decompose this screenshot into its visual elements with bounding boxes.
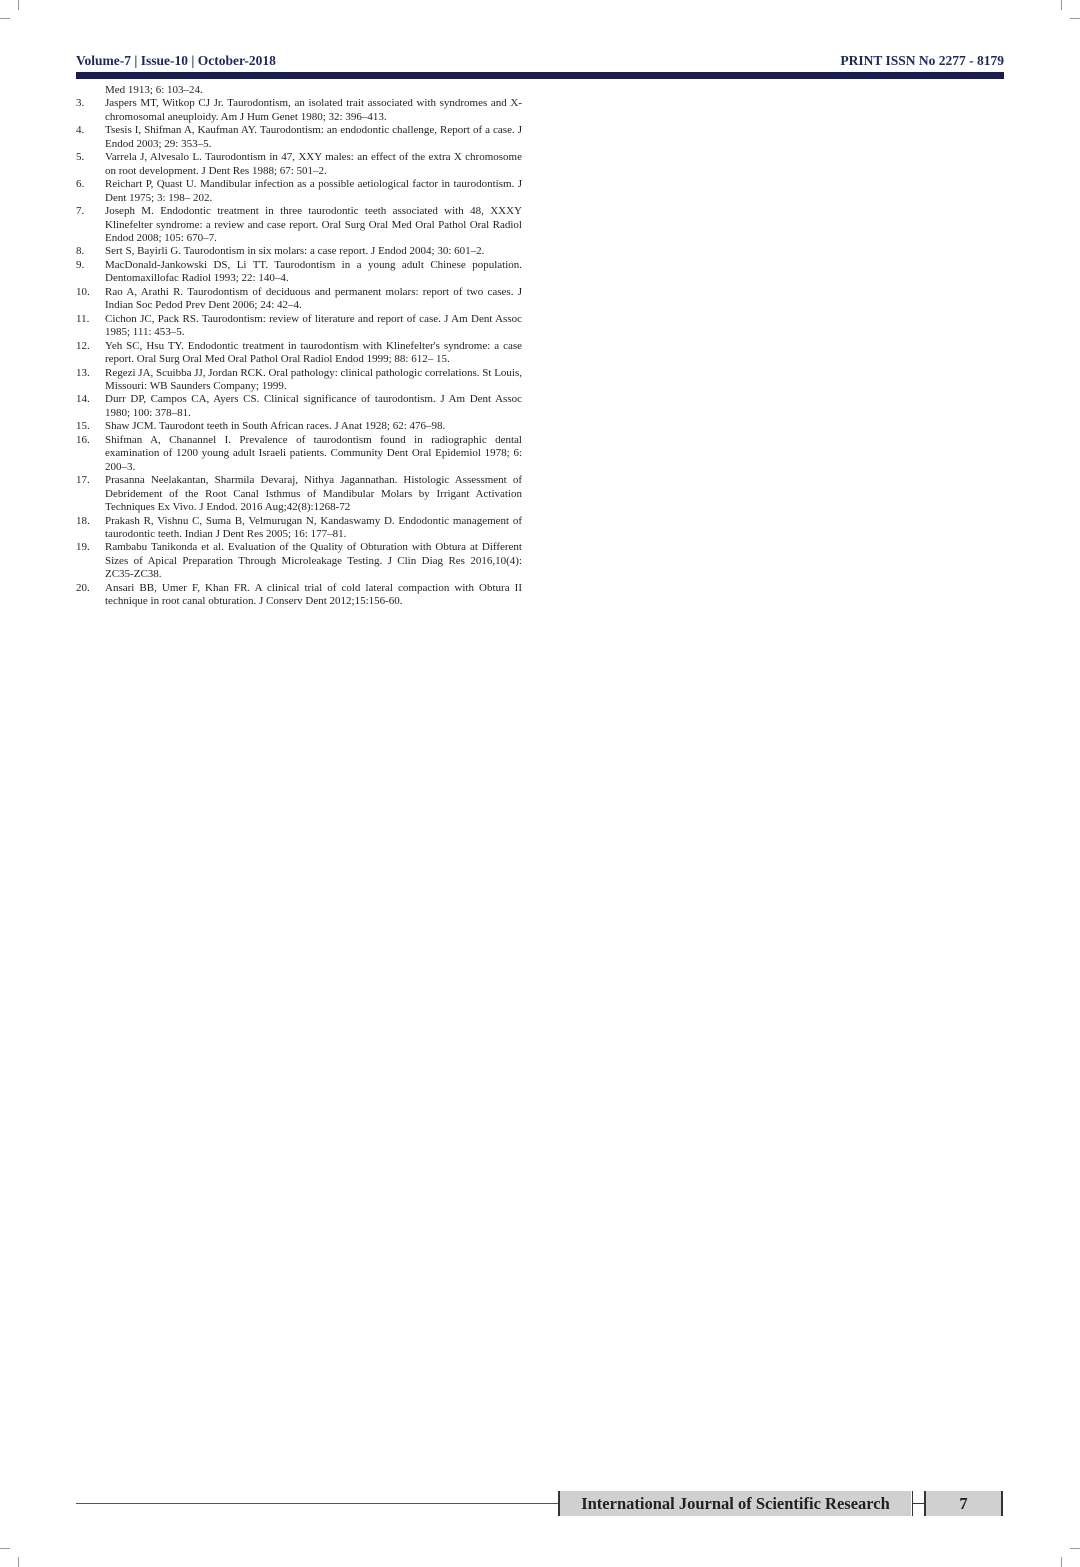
reference-list [76,84,522,609]
crop-mark [0,18,10,19]
reference-text: Rao A, Arathi R. Taurodontism of deciduous and permanent molars: report of two cases. J Indian Soc Pedod Prev Dent 2006; 24: 42–4. [105,285,522,312]
crop-mark [18,0,19,10]
reference-text: Yeh SC, Hsu TY. Endodontic treatment in taurodontism with Klinefelter's syndrome: a case report. Oral Surg Oral Med Oral Pathol Oral Radiol Endod 1999; 88: 612– 15. [105,339,522,366]
reference-text: Cichon JC, Pack RS. Taurodontism: review of literature and report of case. J Am Dent Assoc 1985; 111: 453–5. [105,312,522,339]
footer-journal-name: International Journal of Scientific Research [558,1491,911,1516]
reference-number: 3. [76,97,85,110]
reference-item [76,97,522,124]
reference-number: 9. [76,258,85,271]
reference-text: Regezi JA, Scuibba JJ, Jordan RCK. Oral pathology: clinical pathologic correlations. St Louis, Missouri: WB Saunders Company; 1999. [105,366,523,392]
reference-text: Med 1913; 6: 103–24. [105,84,203,96]
crop-mark [18,1557,19,1567]
crop-mark [1070,1548,1080,1549]
reference-text: Shaw JCM. Taurodont teeth in South African races. J Anat 1928; 62: 476–98. [105,420,446,433]
issue-info: Volume-7 | Issue-10 | October-2018 [76,53,276,68]
crop-mark [1061,1557,1062,1567]
reference-number: 20. [76,581,90,594]
reference-text: Durr DP, Campos CA, Ayers CS. Clinical significance of taurodontism. J Am Dent Assoc 1980; 100: 378–81. [105,393,522,419]
reference-number: 4. [76,124,85,137]
reference-item [76,541,522,581]
reference-number: 12. [76,339,90,352]
crop-mark [0,1548,10,1549]
crop-mark [1070,18,1080,19]
reference-item [76,340,522,367]
reference-item [76,245,522,258]
reference-item [76,124,522,151]
reference-item [76,474,522,514]
reference-item [76,259,522,286]
reference-number: 16. [76,433,90,446]
reference-item [76,582,522,609]
reference-item [76,205,522,245]
reference-number: 19. [76,541,90,554]
footer-rule [76,1503,558,1504]
footer-divider [912,1503,924,1504]
reference-text: Prasanna Neelakantan, Sharmila Devaraj, Nithya Jagannathan. Histologic Assessment of Debridement of the Root Canal Isthmus of Mandibular Molars by Irrigant Activation Techniques Ex Vivo. J Endod. 2016 Aug;42(8):1268-72 [105,474,522,514]
reference-text: MacDonald-Jankowski DS, Li TT. Taurodontism in a young adult Chinese population. Dentomaxillofac Radiol 1993; 22: 140–4. [105,258,522,285]
reference-text: Prakash R, Vishnu C, Suma B, Velmurugan N, Kandaswamy D. Endodontic management of taurodontic teeth. Indian J Dent Res 2005; 16: 177–81. [105,514,522,540]
reference-number: 10. [76,285,90,298]
reference-number: 8. [76,245,85,258]
reference-item [76,178,522,205]
reference-item [76,286,522,313]
reference-number: 15. [76,420,90,433]
reference-item [76,84,522,97]
reference-item [76,515,522,542]
reference-item [76,434,522,474]
issn-number: PRINT ISSN No 2277 - 8179 [840,53,1004,68]
reference-text: Joseph M. Endodontic treatment in three taurodontic teeth associated with 48, XXXY Klinefelter syndrome: a review and case report. Oral Surg Oral Med Oral Pathol Oral Radiol Endod 2008; 105: 670–7. [105,205,522,244]
reference-number: 18. [76,514,90,527]
footer-divider [912,1491,913,1516]
reference-text: Rambabu Tanikonda et al. Evaluation of the Quality of Obturation with Obtura at Different Sizes of Apical Preparation Through Microleakage Testing. J Clin Diag Res 2016,10(4): ZC35-ZC38. [105,541,522,581]
reference-text: Ansari BB, Umer F, Khan FR. A clinical trial of cold lateral compaction with Obtura II technique in root canal obturation. J Conserv Dent 2012;15:156-60. [105,581,522,608]
header-rule [76,72,1004,79]
reference-text: Jaspers MT, Witkop CJ Jr. Taurodontism, an isolated trait associated with syndromes and X-chromosomal aneuploidy. Am J Hum Genet 1980; 32: 396–413. [105,97,522,123]
reference-item [76,420,522,433]
reference-text: Sert S, Bayirli G. Taurodontism in six molars: a case report. J Endod 2004; 30: 601–2. [105,245,485,258]
reference-item [76,393,522,420]
page-number: 7 [924,1491,1003,1516]
reference-text: Tsesis I, Shifman A, Kaufman AY. Taurodontism: an endodontic challenge, Report of a case. J Endod 2003; 29: 353–5. [105,124,522,150]
reference-item [76,313,522,340]
reference-text: Shifman A, Chanannel I. Prevalence of taurodontism found in radiographic dental examination of 1200 young adult Israeli patients. Community Dent Oral Epidemiol 1978; 6: 200–3. [105,433,522,473]
reference-number: 7. [76,205,85,218]
crop-mark [1061,0,1062,10]
reference-item [76,367,522,394]
reference-number: 13. [76,366,90,379]
reference-text: Reichart P, Quast U. Mandibular infection as a possible aetiological factor in taurodontism. J Dent 1975; 3: 198– 202. [105,178,522,204]
reference-item [76,151,522,178]
reference-text: Varrela J, Alvesalo L. Taurodontism in 47, XXY males: an effect of the extra X chromosome on root development. J Dent Res 1988; 67: 501–2. [105,151,522,177]
running-header [76,53,1004,71]
reference-number: 11. [76,312,90,325]
reference-number: 17. [76,474,90,487]
reference-number: 14. [76,393,90,406]
reference-number: 5. [76,151,85,164]
reference-number: 6. [76,178,85,191]
